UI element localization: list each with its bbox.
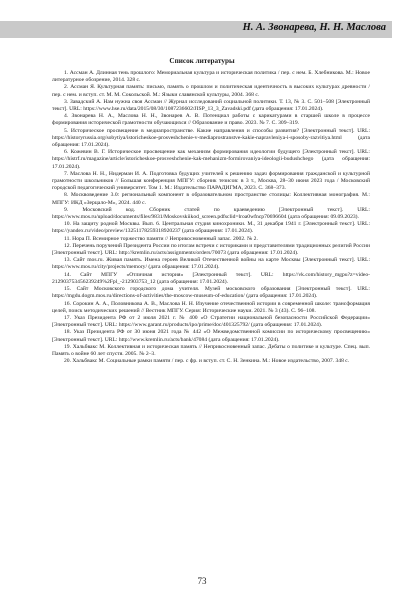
page-number: 73	[197, 576, 207, 586]
reference-item: 1. Ассман А. Длинная тень прошлого: Мемориальная культура и историческая политика / пер. с нем. Б. Хлебникова. М.: Новое литературное обозрение, 2014. 328 с.	[52, 70, 370, 84]
running-header-authors: Н. А. Звонарева, Н. Н. Маслова	[242, 22, 386, 33]
reference-item: 7. Маслова Н. Н., Нидерман И. А. Подготовка будущих учителей к решению задач формирования гражданской и культурной грамотности школьников // Большая конференция МПГУ: сборник тезисов: в 3 т., Москва, 28–30 июня 2023 года / Московский городской педагогический университет. Том 1. М.: Издательство ПАРАДИГМА, 2023. С. 368–373.	[52, 170, 370, 192]
reference-item: 18. Указ Президента РФ от 30 июня 2021 года № 442 «О Межведомственной комиссии по историческому просвещению» [Электронный текст]. URL: http://www.kremlin.ru/acts/bank/47084 (дата обращения: 17.01.2024).	[52, 329, 370, 343]
reference-item: 13. Сайт mos.ru. Живая память. Имена героев Великой Отечественной войны на карте Москвы [Электронный текст]. URL: https://www.mos.ru/city/projects/memory/ (дата обращения: 17.01.2024).	[52, 257, 370, 271]
reference-item: 2. Ассман Я. Культурная память: письмо, память о прошлом и политическая идентичность в высоких культурах древности / пер. с нем. и вступ. ст. М. М. Сокольской. М.: Языки славянской культуры, 2004. 368 с.	[52, 84, 370, 98]
reference-item: 12. Перечень поручений Президента России по итогам встречи с историками и представителями традиционных религий России [Электронный текст]. URL: http://kremlin.ru/acts/assignments/orders/70073 (дата обращения: 17.01.2024).	[52, 242, 370, 257]
reference-item: 10. На защиту родной Москвы. Вып. 6. Центральная студия кинохроники. М., 31 декабря 1941 г. [Электронный текст]. URL: https://yandex.ru/video/preview/13251178259318920237 (дата обращения: 17.01.2024).	[52, 221, 370, 235]
reference-item: 16. Сорокин А. А., Половникова А. В., Маслова Н. Н. Изучение отечественной истории в современной школе: трансформация целей, поиск методических решений // Вестник МПГУ. Серия: Исторические науки. 2021. № 3 (43). С. 96–108.	[52, 300, 370, 314]
reference-item: 11. Нора П. Всемирное торжество памяти // Неприкосновенный запас. 2002. № 2.	[64, 235, 258, 242]
section-title: Список литературы	[169, 57, 235, 65]
reference-item: 20. Хальбвакс М. Социальные рамки памяти / пер. с фр. и вступ. ст. С. Н. Зенкина. М.: Новое издательство, 2007. 348 с.	[64, 358, 350, 365]
reference-item: 3. Завадский А. Нам нужна своя Ассман // Журнал исследований социальной политики. Т. 13, № 3. С. 501–508 [Электронный текст]. URL: https://www.hse.ru/data/2015/08/30/1087236602/JISP_13_3_Zavadski.pdf (дата обращения: 17.01.2024).	[52, 98, 370, 113]
reference-list	[52, 70, 370, 365]
reference-item: 15. Сайт Московского городского дома учителя. Музей московского образования [Электронный текст]. URL: https://mgdu.dogm.mos.ru/directions-of-activities/the-moscow-museum-of-education/ (дата обращения: 17.01.2024).	[52, 286, 370, 300]
reference-item: 17. Указ Президента РФ от 2 июля 2021 г. № 400 «О Стратегии национальной безопасности Российской Федерации» [Электронный текст]. URL: https://www.garant.ru/products/ipo/prime/doc/401325792/ (дата обращения: 17.01.2024).	[52, 314, 370, 329]
reference-item: 4. Звонарева Н. А., Маслова Н. Н., Звонарев А. В. Потенциал работы с карикатурами в старшей школе в процессе формирования исторической грамотности обучающихся // Образование и право. 2023. № 7. С. 309–319.	[52, 113, 370, 127]
reference-item: 8. Москвоведение 3.0: региональный компонент в образовательном пространстве столицы: Коллективная монография. М.: МПГУ: ИКД «Зерцало-М», 2024. 440 с.	[52, 192, 370, 206]
running-header	[0, 21, 392, 38]
reference-item: 6. Кожевин В. Г. Историческое просвещение как механизм формирования идеологии будущего [Электронный текст]. URL: https://histrf.ru/magazine/article/istoricheskoe-prosveshchenie-kak-mehanizm-formirovaniya-ideologii-budushchego (дата обращения: 17.01.2024).	[52, 149, 370, 170]
reference-item: 19. Хальбвакс М. Коллективная и историческая память // Неприкосновенный запас. Дебаты о политике и культуре. Спец. вып. Память о войне 60 лет спустя. 2005. № 2–3.	[52, 343, 370, 357]
reference-item: 5. Историческое просвещение в медиапространстве. Какие направления и способы развития? [Электронный текст]. URL: https://historyrussia.org/sobytiya/istoricheskoe-prosveshchenie-v-mediaprostranstve-kakie-napravleniya-i-sposoby-razvitiya.html (дата обращения: 17.01.2024).	[52, 127, 370, 149]
reference-item: 14. Сайт МПГУ «Отличная история» [Электронный текст]. URL: https://vk.com/history_mgpu?z=video-212903753456239249%2Fpl_-212903753_12 (дата обращения: 17.01.2024).	[52, 271, 370, 285]
reference-item: 9. Московский код. Сборник статей по краеведению [Электронный текст]. URL: https://www.mos.ru/upload/documents/files/9831/Moskovskiikod_screen.pdfsclid=lroa0wfncp70696604 (дата обращения: 09.09.2023).	[52, 206, 370, 221]
